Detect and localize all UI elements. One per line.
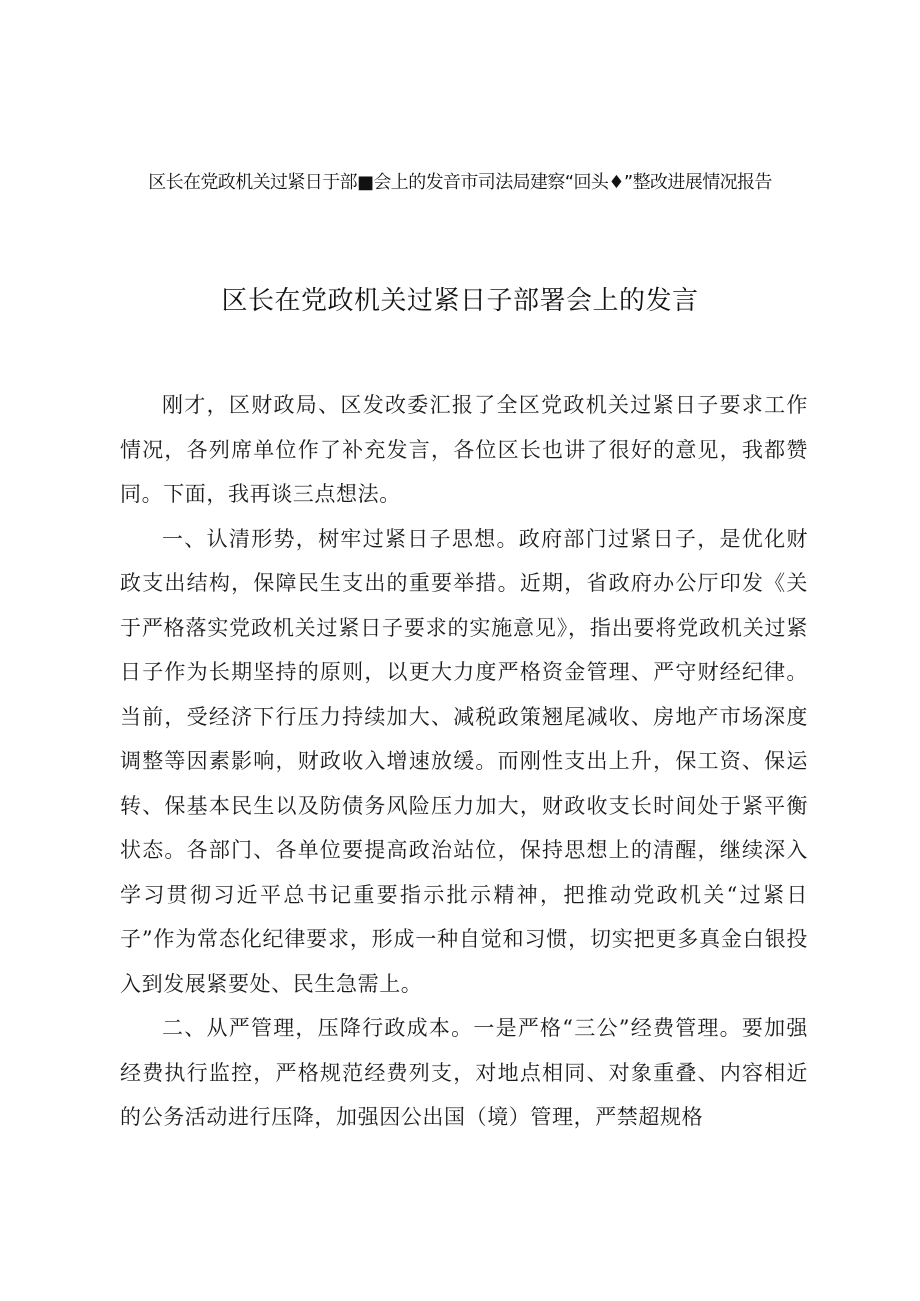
- document-title: 区长在党政机关过紧日子部署会上的发言: [221, 286, 699, 316]
- paragraph-section-one: 一、认清形势，树牢过紧日子思想。政府部门过紧日子，是优化财政支出结构，保障民生支出的重要举措。近期，省政府办公厅印发《关于严格落实党政机关过紧日子要求的实施意见》，指出要将党政机关过紧日子作为长期坚持的原则，以更大力度严格资金管理、严守财经纪律。当前，受经济下行压力持续加大、减税政策翘尾减收、房地产市场深度调整等因素影响，财政收入增速放缓。而刚性支出上升，保工资、保运转、保基本民生以及防债务风险压力加大，财政收支长时间处于紧平衡状态。各部门、各单位要提高政治站位，保持思想上的清醒，继续深入学习贯彻习近平总书记重要指示批示精神，把推动党政机关“过紧日子”作为常态化纪律要求，形成一种自觉和习惯，切实把更多真金白银投入到发展紧要处、民生急需上。: [120, 526, 808, 996]
- document-body: [120, 383, 808, 1140]
- paragraph-intro: 刚才，区财政局、区发改委汇报了全区党政机关过紧日子要求工作情况，各列席单位作了补充发言，各位区长也讲了很好的意见，我都赞同。下面，我再谈三点想法。: [120, 393, 808, 506]
- header-combined-titles: 区长在党政机关过紧日于部■会上的发音市司法局建察“回头♦”整改进展情况报告: [148, 172, 772, 193]
- paragraph-section-two: 二、从严管理，压降行政成本。一是严格“三公”经费管理。要加强经费执行监控，严格规范经费列支，对地点相同、对象重叠、内容相近的公务活动进行压降，加强因公出国（境）管理，严禁超规格: [120, 1016, 808, 1129]
